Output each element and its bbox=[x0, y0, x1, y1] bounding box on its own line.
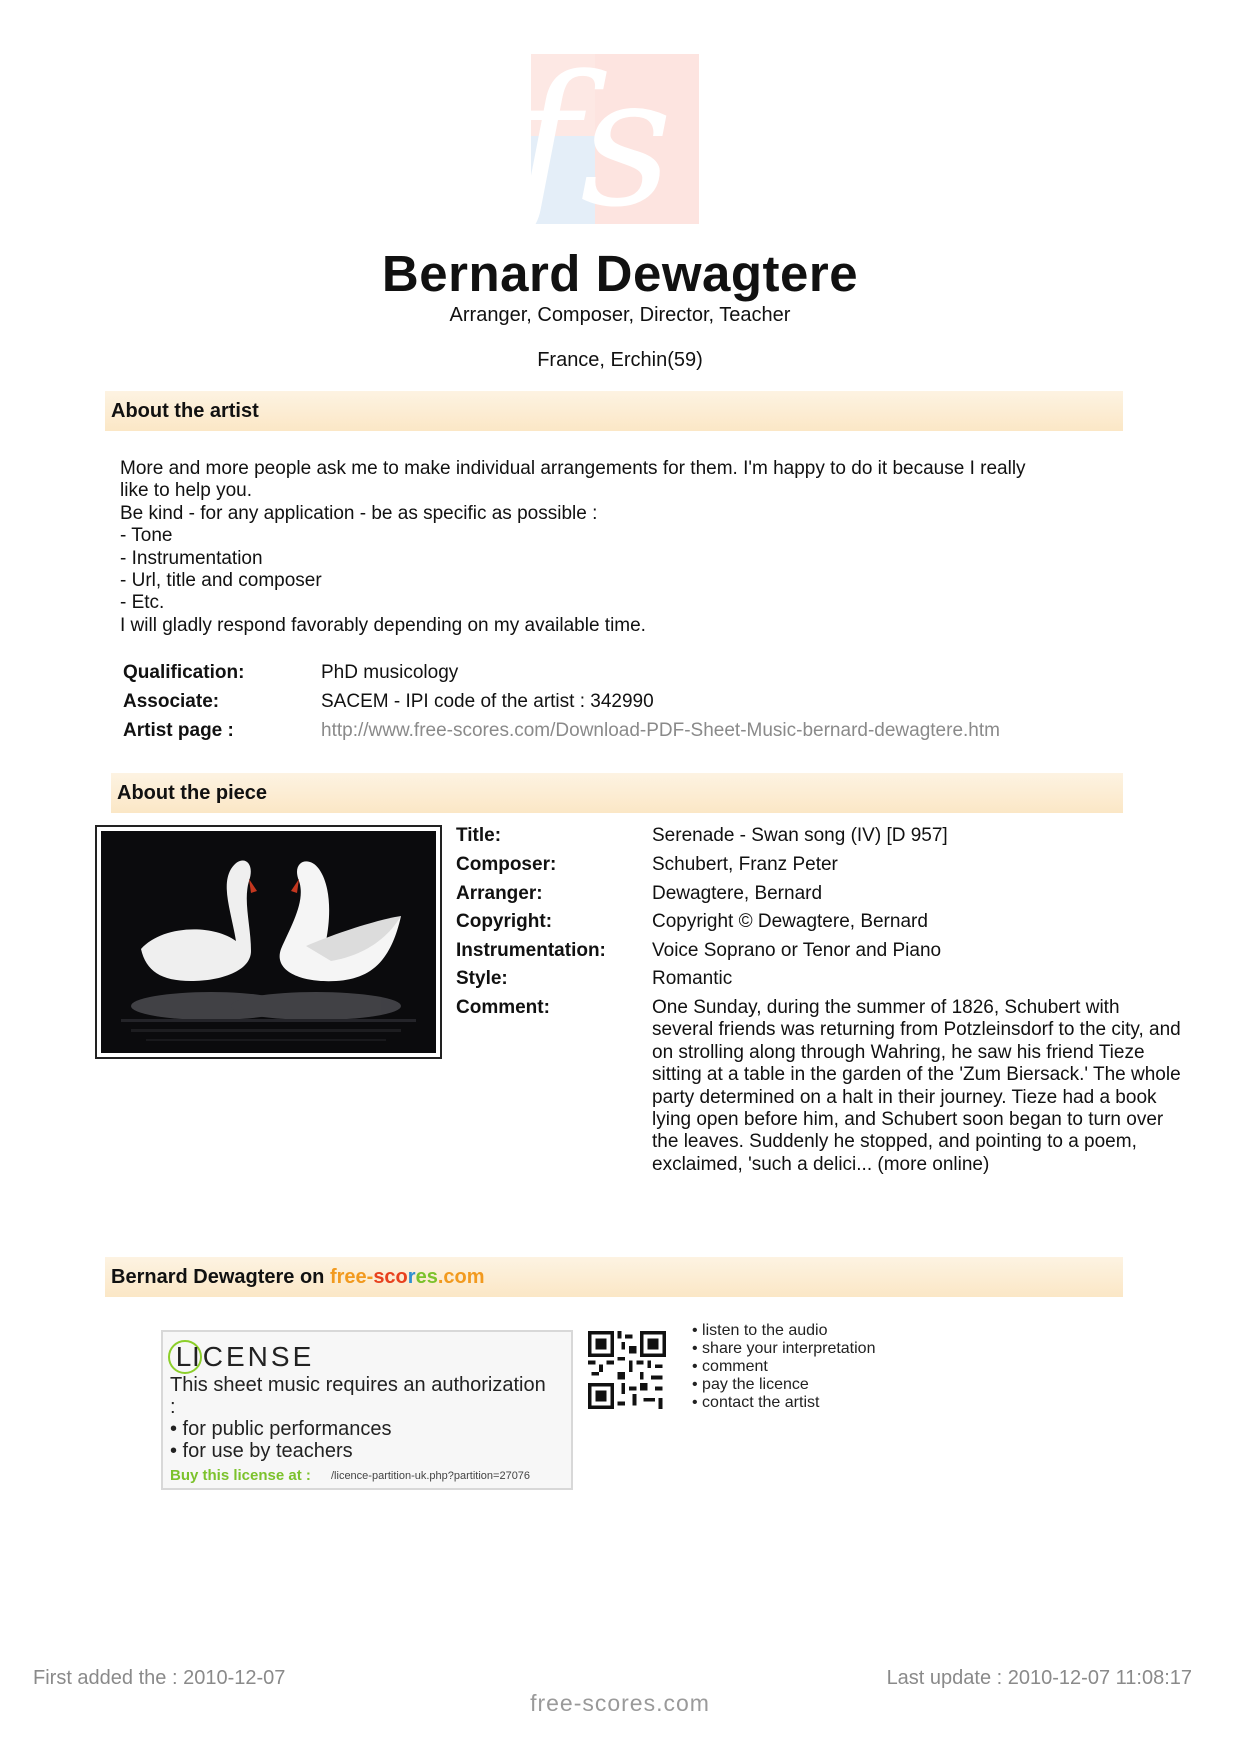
swan-photo bbox=[95, 825, 442, 1059]
feature-contact[interactable]: • contact the artist bbox=[692, 1394, 820, 1411]
swans-image bbox=[101, 831, 436, 1053]
comment-text bbox=[652, 997, 1237, 1176]
brand-part: free- bbox=[329, 1266, 374, 1288]
comment-line: the leaves. Suddenly he stopped, and pointing to a poem, bbox=[652, 1131, 1137, 1153]
last-update: Last update : 2010-12-07 11:08:17 bbox=[886, 1667, 1192, 1689]
arranger-label: Arranger: bbox=[456, 883, 543, 904]
instrumentation-label: Instrumentation: bbox=[456, 940, 606, 961]
comment-line: One Sunday, during the summer of 1826, Schubert with bbox=[652, 997, 1120, 1018]
style-value: Romantic bbox=[652, 968, 733, 989]
about-line: like to help you. bbox=[120, 480, 253, 502]
qualification-value: PhD musicology bbox=[321, 662, 459, 683]
about-line: I will gladly respond favorably depending on my available time. bbox=[120, 614, 646, 636]
license-bullet-1: • for public performances bbox=[170, 1418, 392, 1440]
license-line-1: This sheet music requires an authorization bbox=[170, 1374, 546, 1396]
about-line: - Instrumentation bbox=[120, 547, 263, 569]
brand-part: sco bbox=[373, 1266, 408, 1288]
instrumentation-value: Voice Soprano or Tenor and Piano bbox=[652, 940, 942, 961]
footer-brand: free-scores.com bbox=[530, 1690, 710, 1716]
feature-listen[interactable]: • listen to the audio bbox=[692, 1322, 828, 1339]
copyright-label: Copyright: bbox=[456, 911, 553, 932]
feature-comment[interactable]: • comment bbox=[692, 1358, 768, 1375]
style-label: Style: bbox=[456, 968, 508, 989]
composer-label: Composer: bbox=[456, 854, 557, 875]
license-title bbox=[168, 1340, 314, 1374]
svg-text:fs: fs bbox=[513, 38, 673, 247]
comment-line: on strolling along through Wahring, he saw his friend Tieze bbox=[652, 1041, 1145, 1063]
comment-line: party determined on a halt in their journey. Tieze had a book bbox=[652, 1086, 1157, 1108]
license-box bbox=[161, 1330, 573, 1490]
brand-part: .com bbox=[437, 1266, 485, 1288]
first-added: First added the : 2010-12-07 bbox=[33, 1667, 286, 1689]
feature-pay[interactable]: • pay the licence bbox=[692, 1376, 809, 1393]
qr-code[interactable] bbox=[588, 1331, 666, 1409]
free-scores-logo bbox=[513, 38, 699, 247]
on-site-heading: Bernard Dewagtere on bbox=[111, 1266, 330, 1288]
about-line: - Url, title and composer bbox=[120, 570, 322, 592]
license-initial: L bbox=[168, 1340, 202, 1374]
about-line: - Tone bbox=[120, 525, 173, 547]
arranger-value: Dewagtere, Bernard bbox=[652, 883, 823, 904]
about-line: More and more people ask me to make individual arrangements for them. I'm happy to do it because I really bbox=[120, 458, 1026, 479]
comment-label: Comment: bbox=[456, 997, 550, 1018]
about-piece-header bbox=[111, 773, 1123, 813]
about-piece-heading: About the piece bbox=[117, 782, 268, 804]
comment-line: exclaimed, 'such a delici... (more online) bbox=[652, 1153, 990, 1175]
comment-line: sitting at a table in the garden of the 'Zum Biersack.' The whole bbox=[652, 1064, 1181, 1086]
artist-page-label: Artist page : bbox=[123, 720, 234, 741]
on-site-header bbox=[105, 1257, 1123, 1297]
about-line: - Etc. bbox=[120, 592, 165, 614]
about-artist-header bbox=[105, 391, 1123, 431]
title-value: Serenade - Swan song (IV) [D 957] bbox=[652, 825, 948, 846]
feature-share[interactable]: • share your interpretation bbox=[692, 1340, 876, 1357]
about-line: Be kind - for any application - be as specific as possible : bbox=[120, 502, 598, 524]
comment-line: lying open before him, and Schubert soon began to turn over bbox=[652, 1109, 1164, 1131]
qualification-label: Qualification: bbox=[123, 662, 245, 683]
license-title-rest: ICENSE bbox=[192, 1341, 315, 1372]
comment-line: several friends was returning from Potzleinsdorf to the city, and bbox=[652, 1019, 1181, 1041]
buy-license-label: Buy this license at : bbox=[170, 1467, 311, 1484]
title-label: Title: bbox=[456, 825, 502, 846]
license-bullet-2: • for use by teachers bbox=[170, 1440, 353, 1462]
about-artist-text bbox=[120, 458, 1130, 637]
associate-label: Associate: bbox=[123, 691, 220, 712]
associate-value: SACEM - IPI code of the artist : 342990 bbox=[321, 691, 654, 712]
about-artist-heading: About the artist bbox=[111, 400, 259, 422]
composer-value: Schubert, Franz Peter bbox=[652, 854, 838, 875]
artist-name: Bernard Dewagtere bbox=[381, 245, 859, 302]
features-list bbox=[692, 1322, 875, 1412]
artist-location: France, Erchin(59) bbox=[537, 349, 703, 371]
artist-roles: Arranger, Composer, Director, Teacher bbox=[449, 304, 791, 326]
copyright-value: Copyright © Dewagtere, Bernard bbox=[652, 911, 928, 932]
buy-license-link[interactable]: /licence-partition-uk.php?partition=27076 bbox=[331, 1470, 531, 1482]
brand-part: es bbox=[415, 1266, 438, 1288]
artist-page-link[interactable]: http://www.free-scores.com/Download-PDF-Sheet-Music-bernard-dewagtere.htm bbox=[321, 720, 1000, 741]
brand-part: r bbox=[407, 1266, 416, 1288]
license-line-2: : bbox=[170, 1396, 176, 1418]
